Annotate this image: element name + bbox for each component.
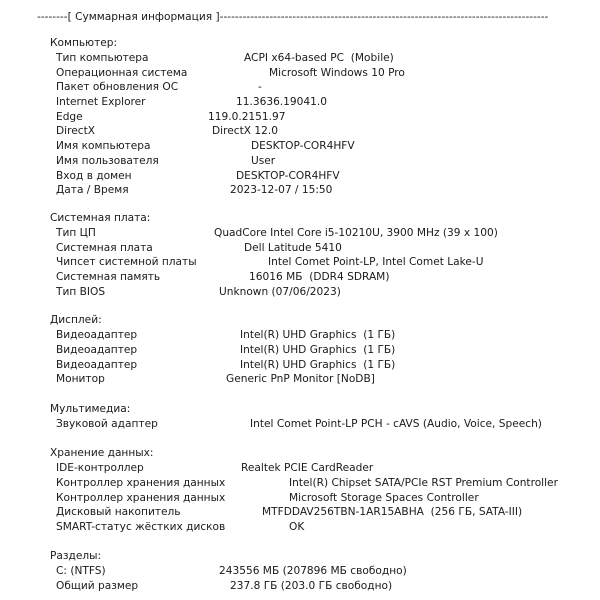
row-value: Intel(R) UHD Graphics (1 ГБ) [240, 344, 396, 356]
row-value: Intel(R) UHD Graphics (1 ГБ) [240, 359, 396, 371]
row-label: IDE-контроллер [56, 462, 144, 474]
row-label: Системная память [56, 271, 161, 283]
row-label: Видеоадаптер [56, 344, 138, 356]
row-label: SMART-статус жёстких дисков [56, 521, 226, 533]
section-title-display: Дисплей: [50, 314, 102, 326]
section-title-motherboard: Системная плата: [50, 212, 151, 224]
row-label: Edge [56, 111, 83, 123]
row-value: 16016 МБ (DDR4 SDRAM) [249, 271, 390, 283]
row-value: 119.0.2151.97 [208, 111, 286, 123]
row-label: DirectX [56, 125, 95, 137]
row-value: DESKTOP-COR4HFV [236, 170, 340, 182]
row-value: Dell Latitude 5410 [244, 242, 342, 254]
row-value: Intel Comet Point-LP, Intel Comet Lake-U [268, 256, 484, 268]
row-value: Generic PnP Monitor [NoDB] [226, 373, 375, 385]
row-value: Realtek PCIE CardReader [241, 462, 374, 474]
row-value: Unknown (07/06/2023) [219, 286, 341, 298]
row-label: Internet Explorer [56, 96, 146, 108]
row-label: Общий размер [56, 580, 139, 592]
row-label: Вход в домен [56, 170, 132, 182]
row-label: C: (NTFS) [56, 565, 106, 577]
row-label: Чипсет системной платы [56, 256, 197, 268]
row-value: 11.3636.19041.0 [236, 96, 327, 108]
row-label: Монитор [56, 373, 105, 385]
row-value: DESKTOP-COR4HFV [251, 140, 355, 152]
row-value: Intel(R) Chipset SATA/PCIe RST Premium Controller [289, 477, 558, 489]
row-value: QuadCore Intel Core i5-10210U, 3900 MHz (39 x 100) [214, 227, 498, 239]
row-label: Контроллер хранения данных [56, 477, 226, 489]
section-title-storage: Хранение данных: [50, 447, 154, 459]
row-label: Дисковый накопитель [56, 506, 181, 518]
row-label: Тип BIOS [56, 286, 106, 298]
row-value: Intel Comet Point-LP PCH - cAVS (Audio, Voice, Speech) [250, 418, 542, 430]
row-value: User [251, 155, 276, 167]
row-label: Дата / Время [56, 184, 129, 196]
row-label: Видеоадаптер [56, 329, 138, 341]
row-value: - [258, 81, 262, 93]
row-label: Контроллер хранения данных [56, 492, 226, 504]
row-label: Системная плата [56, 242, 153, 254]
row-value: OK [289, 521, 305, 533]
section-title-computer: Компьютер: [50, 37, 118, 49]
row-label: Тип ЦП [56, 227, 96, 239]
row-value: MTFDDAV256TBN-1AR15ABHA (256 ГБ, SATA-III) [262, 506, 523, 518]
section-title-multimedia: Мультимедиа: [50, 403, 131, 415]
row-label: Имя пользователя [56, 155, 159, 167]
row-label: Звуковой адаптер [56, 418, 158, 430]
row-label: Пакет обновления ОС [56, 81, 179, 93]
row-label: Операционная система [56, 67, 188, 79]
row-value: 237.8 ГБ (203.0 ГБ свободно) [230, 580, 393, 592]
row-value: Intel(R) UHD Graphics (1 ГБ) [240, 329, 396, 341]
row-label: Видеоадаптер [56, 359, 138, 371]
section-title-partitions: Разделы: [50, 550, 102, 562]
row-value: Microsoft Windows 10 Pro [269, 67, 405, 79]
report-header: --------[ Суммарная информация ]-------------------------------------------------------------------------------------- [37, 11, 549, 23]
row-value: 2023-12-07 / 15:50 [230, 184, 333, 196]
row-value: 243556 МБ (207896 МБ свободно) [219, 565, 407, 577]
row-value: DirectX 12.0 [212, 125, 278, 137]
row-value: Microsoft Storage Spaces Controller [289, 492, 479, 504]
row-label: Имя компьютера [56, 140, 151, 152]
row-label: Тип компьютера [56, 52, 149, 64]
row-value: ACPI x64-based PC (Mobile) [244, 52, 394, 64]
